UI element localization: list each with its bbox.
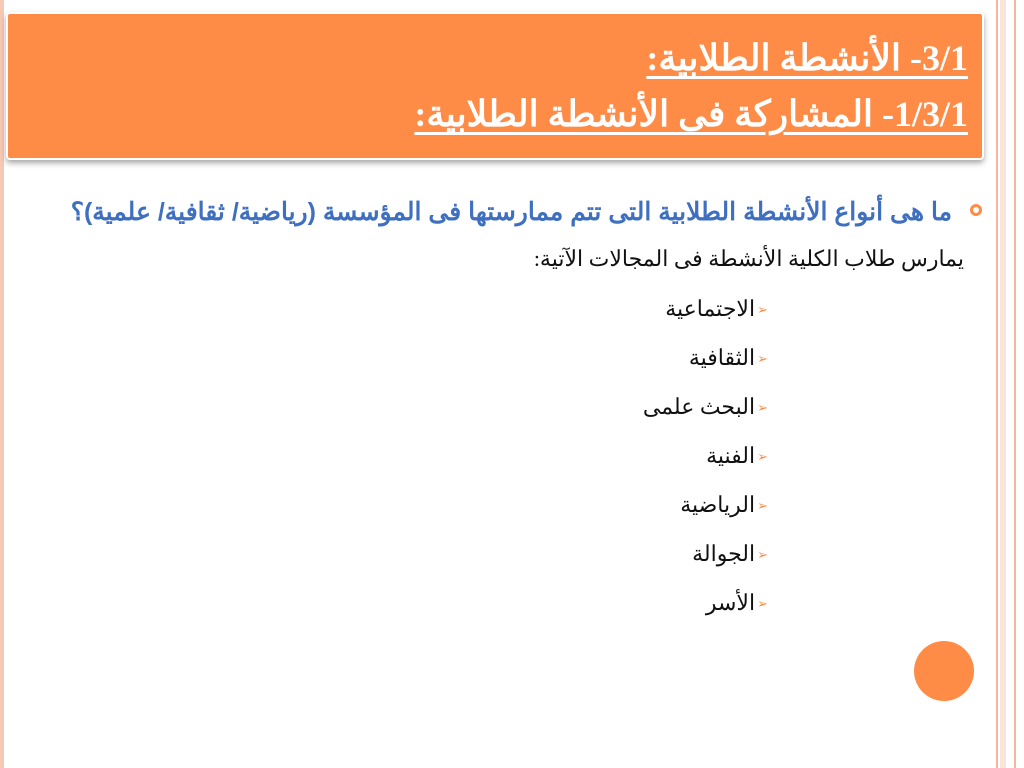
right-border-line: [996, 0, 998, 768]
question-text: ما هى أنواع الأنشطة الطلابية التى تتم ممارستها فى المؤسسة (رياضية/ ثقافية/ علمية)؟: [70, 198, 952, 226]
slide-body: [68, 190, 964, 627]
arrow-bullet-icon: ➢: [757, 401, 768, 417]
arrow-bullet-icon: ➢: [757, 450, 768, 466]
title-line-1: 3/1- الأنشطة الطلابية:: [646, 38, 968, 78]
right-border-band: [1000, 0, 1006, 768]
orange-circle-decoration: [914, 641, 974, 701]
left-border-decoration: [0, 0, 4, 768]
arrow-bullet-icon: ➢: [757, 499, 768, 515]
list-item: ➢الثقافية: [68, 333, 768, 382]
slide-title: [414, 30, 968, 142]
arrow-bullet-icon: ➢: [757, 303, 768, 319]
list-item: ➢الأسر: [68, 578, 768, 627]
activities-list: [68, 284, 768, 627]
arrow-bullet-icon: ➢: [757, 352, 768, 368]
title-banner: [6, 12, 984, 160]
list-item: ➢الاجتماعية: [68, 284, 768, 333]
list-item: ➢الفنية: [68, 431, 768, 480]
question-paragraph: [68, 190, 958, 234]
arrow-bullet-icon: ➢: [757, 548, 768, 564]
circle-bullet-icon: [970, 204, 982, 216]
right-border-line-outer: [1014, 0, 1016, 768]
list-item: ➢الجوالة: [68, 529, 768, 578]
list-item: ➢الرياضية: [68, 480, 768, 529]
title-line-2: 1/3/1- المشاركة فى الأنشطة الطلابية:: [414, 94, 968, 134]
list-item: ➢البحث علمى: [68, 382, 768, 431]
arrow-bullet-icon: ➢: [757, 597, 768, 613]
intro-text: يمارس طلاب الكلية الأنشطة فى المجالات الآتية:: [533, 246, 964, 271]
